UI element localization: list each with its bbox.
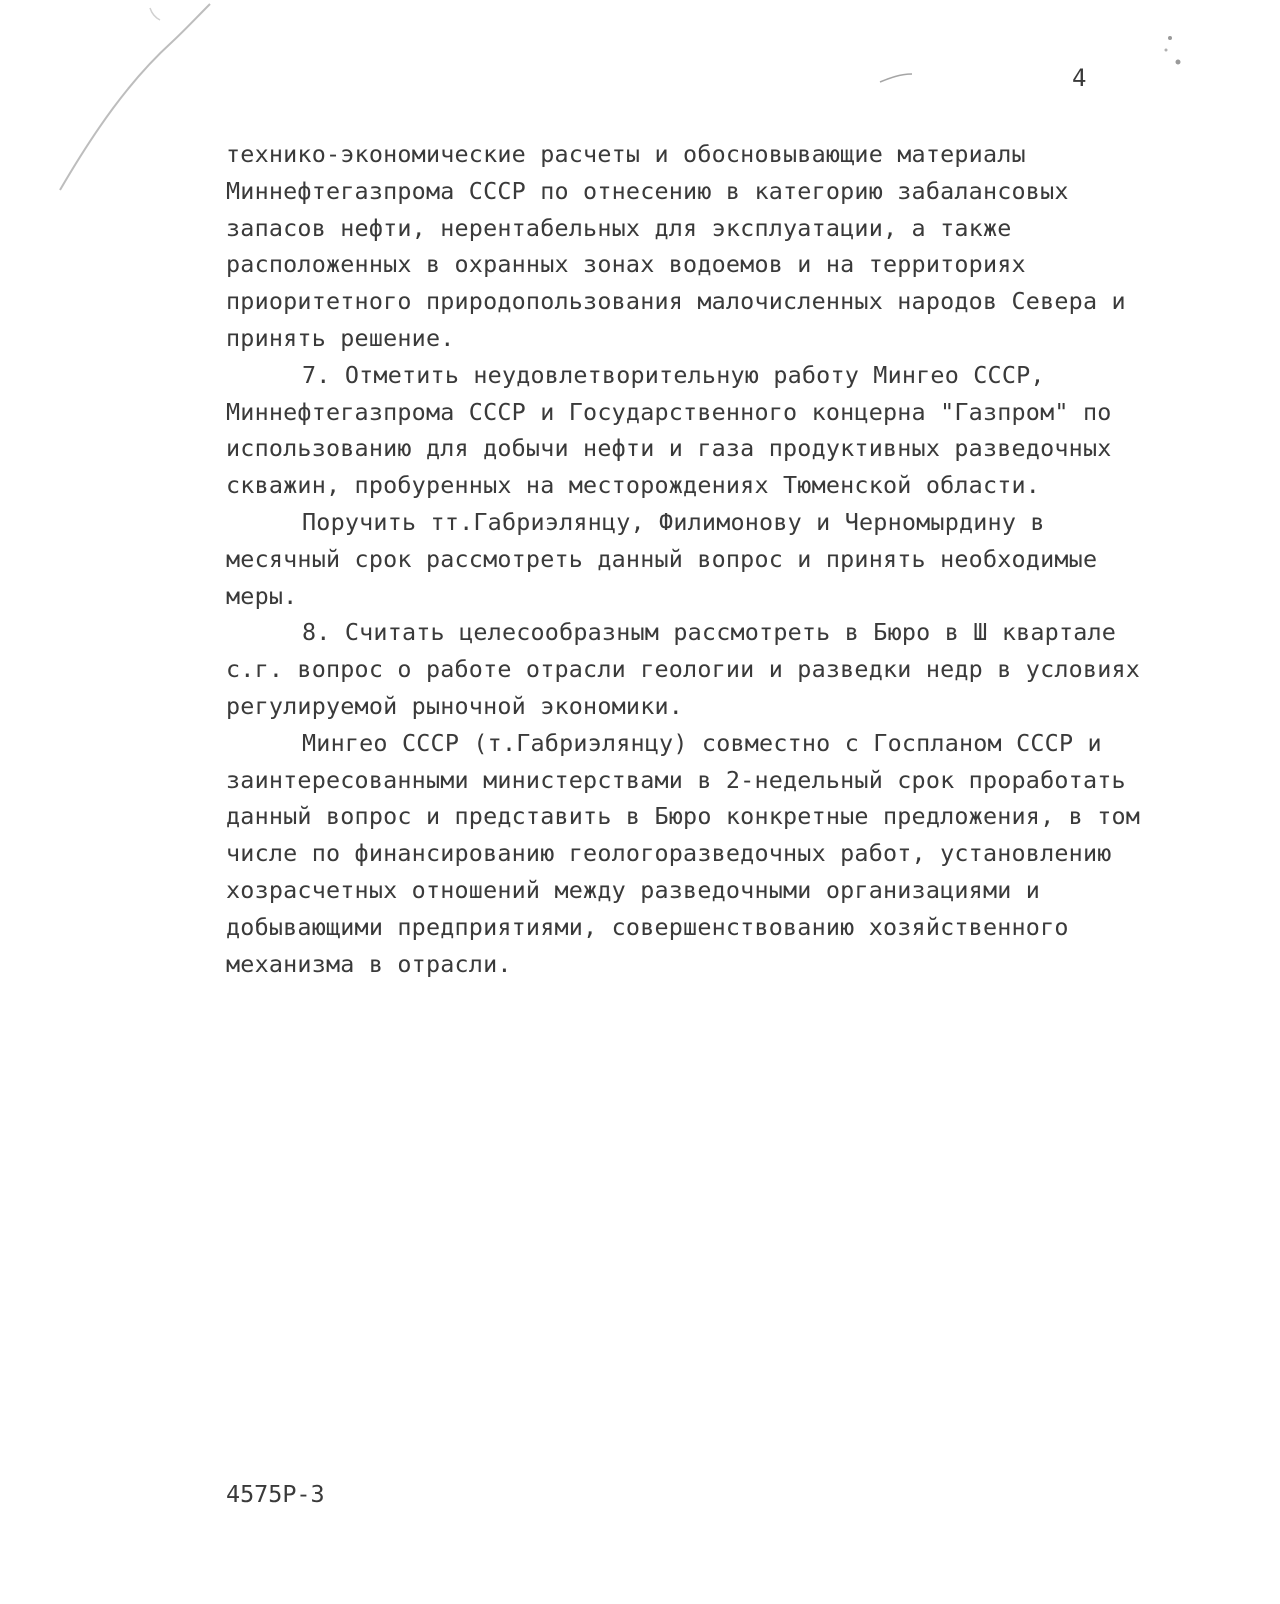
page-number: 4 — [1072, 64, 1087, 92]
text-line: регулируемой рыночной экономики. — [226, 691, 684, 720]
text-line: Миннефтегазпрома СССР по отнесению в категорию забалансовых — [226, 176, 1069, 205]
text-line: скважин, пробуренных на месторождениях Тюменской области. — [226, 471, 1041, 500]
text-line: меры. — [226, 581, 298, 610]
paragraph-mingeo-start: Мингео СССР (т.Габриэлянцу) совместно с Госпланом СССР и — [302, 728, 1102, 757]
text-line: Миннефтегазпрома СССР и Государственного концерна "Газпром" по — [226, 397, 1112, 426]
text-line: добывающими предприятиями, совершенствованию хозяйственного — [226, 912, 1069, 941]
text-line: принять решение. — [226, 323, 455, 352]
text-line: хозрасчетных отношений между разведочными организациями и — [226, 875, 1041, 904]
text-line: механизма в отрасли. — [226, 949, 512, 978]
text-line: использованию для добычи нефти и газа продуктивных разведочных — [226, 434, 1112, 463]
text-line: расположенных в охранных зонах водоемов и на территориях — [226, 250, 1026, 279]
text-line: заинтересованными министерствами в 2-недельный срок проработать — [226, 765, 1126, 794]
paragraph-instruction-start: Поручить тт.Габриэлянцу, Филимонову и Черномырдину в — [302, 507, 1045, 536]
text-line: данный вопрос и представить в Бюро конкретные предложения, в том — [226, 802, 1141, 831]
paragraph-8-start: 8. Считать целесообразным рассмотреть в Бюро в Ш квартале — [302, 618, 1117, 647]
text-line: месячный срок рассмотреть данный вопрос и принять необходимые — [226, 544, 1098, 573]
document-code: 4575Р-3 — [226, 1480, 325, 1508]
paragraph-7-start: 7. Отметить неудовлетворительную работу Мингео СССР, — [302, 360, 1045, 389]
text-line: технико-экономические расчеты и обосновывающие материалы — [226, 140, 1026, 168]
text-line: с.г. вопрос о работе отрасли геологии и разведки недр в условиях — [226, 655, 1141, 684]
text-line: запасов нефти, нерентабельных для эксплуатации, а также — [226, 213, 1012, 242]
text-line: числе по финансированию геологоразведочных работ, установлению — [226, 839, 1112, 868]
body-text — [226, 136, 1196, 982]
text-line: приоритетного природопользования малочисленных народов Севера и — [226, 287, 1126, 316]
